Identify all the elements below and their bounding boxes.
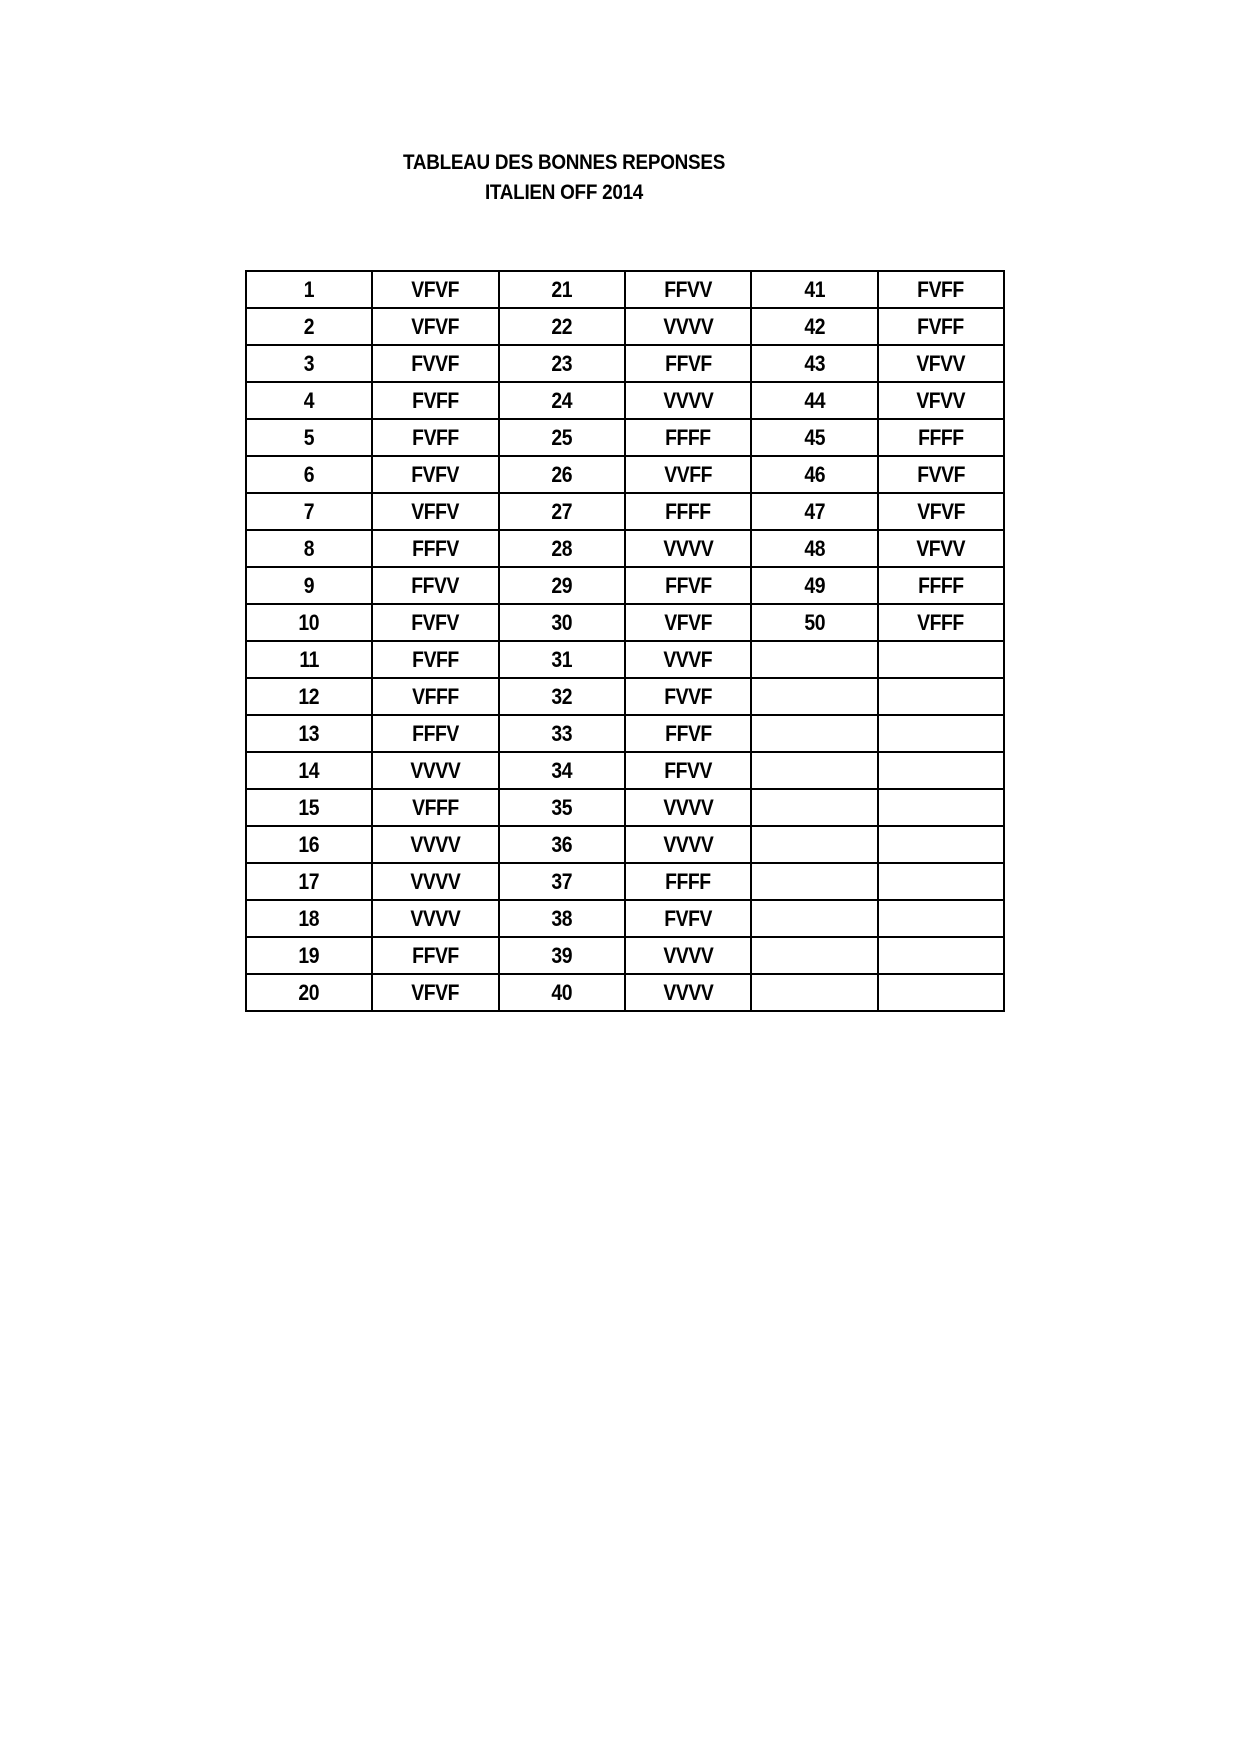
answer-code: FFFV	[412, 535, 459, 561]
answer-cell	[878, 604, 1004, 641]
answer-code: VVVV	[663, 979, 714, 1005]
answers-table-body	[246, 271, 1004, 1011]
question-number-cell	[246, 604, 372, 641]
question-number: 20	[298, 979, 320, 1005]
answer-cell	[878, 530, 1004, 567]
question-number-cell	[751, 826, 877, 863]
answer-code: FVFV	[411, 609, 460, 635]
table-row	[246, 308, 1004, 345]
answer-code: FVFV	[664, 905, 713, 931]
question-number-cell	[751, 715, 877, 752]
question-number: 8	[303, 535, 315, 561]
table-row	[246, 604, 1004, 641]
answer-code: FVFV	[411, 461, 460, 487]
answer-code: FVVF	[411, 350, 460, 376]
answer-code: FFVF	[664, 572, 712, 598]
question-number: 48	[804, 535, 825, 561]
answer-code: FFFF	[918, 572, 964, 598]
question-number-cell	[246, 974, 372, 1011]
answer-code: FFVF	[664, 720, 712, 746]
table-row	[246, 789, 1004, 826]
question-number-cell	[246, 382, 372, 419]
table-row	[246, 493, 1004, 530]
question-number: 50	[804, 609, 825, 635]
question-number-cell	[499, 530, 625, 567]
answer-cell	[625, 863, 751, 900]
question-number-cell	[499, 382, 625, 419]
answer-cell	[878, 752, 1004, 789]
answer-cell	[878, 715, 1004, 752]
question-number-cell	[499, 271, 625, 308]
question-number: 34	[551, 757, 573, 783]
question-number-cell	[499, 678, 625, 715]
answer-cell	[625, 567, 751, 604]
answer-cell	[625, 937, 751, 974]
answer-cell	[878, 271, 1004, 308]
answer-cell	[625, 641, 751, 678]
answer-code: FFFF	[665, 424, 711, 450]
answer-code: FFFV	[412, 720, 459, 746]
question-number-cell	[499, 493, 625, 530]
answer-code: VVVV	[410, 868, 461, 894]
question-number: 40	[551, 979, 573, 1005]
question-number-cell	[499, 419, 625, 456]
question-number-cell	[751, 345, 877, 382]
answer-cell	[878, 937, 1004, 974]
title-line-2: ITALIEN OFF 2014	[484, 181, 644, 204]
title-line-1: TABLEAU DES BONNES REPONSES	[402, 151, 726, 174]
question-number: 16	[298, 831, 320, 857]
question-number-cell	[246, 641, 372, 678]
answer-code: FFVV	[664, 757, 713, 783]
answer-cell	[625, 456, 751, 493]
answer-cell	[625, 752, 751, 789]
question-number-cell	[499, 974, 625, 1011]
table-row	[246, 937, 1004, 974]
answer-code: VVFF	[664, 461, 713, 487]
document-title	[294, 148, 834, 208]
answer-code: VFVF	[411, 313, 460, 339]
answer-code: VFVV	[916, 350, 966, 376]
answer-cell	[878, 900, 1004, 937]
answer-cell	[878, 863, 1004, 900]
answer-code: FVFF	[412, 387, 459, 413]
answer-cell	[372, 419, 498, 456]
question-number: 26	[551, 461, 573, 487]
answer-cell	[878, 641, 1004, 678]
answer-code: VFVF	[411, 276, 460, 302]
question-number: 30	[551, 609, 573, 635]
question-number-cell	[751, 456, 877, 493]
question-number: 3	[303, 350, 315, 376]
answer-code: VVVV	[663, 794, 714, 820]
answer-code: VFVF	[916, 498, 965, 524]
question-number: 6	[303, 461, 315, 487]
question-number-cell	[751, 678, 877, 715]
question-number-cell	[751, 900, 877, 937]
answers-table	[245, 270, 1005, 1012]
question-number-cell	[246, 826, 372, 863]
question-number-cell	[246, 789, 372, 826]
answer-code: FVFF	[917, 276, 965, 302]
answer-code: VVVV	[410, 757, 461, 783]
question-number-cell	[499, 752, 625, 789]
question-number: 17	[298, 868, 320, 894]
answer-cell	[878, 456, 1004, 493]
question-number: 25	[551, 424, 573, 450]
question-number: 37	[551, 868, 573, 894]
question-number: 19	[298, 942, 320, 968]
question-number-cell	[499, 789, 625, 826]
question-number-cell	[751, 382, 877, 419]
question-number-cell	[246, 752, 372, 789]
question-number-cell	[246, 678, 372, 715]
question-number-cell	[499, 715, 625, 752]
answer-cell	[625, 974, 751, 1011]
answer-code: FVFF	[917, 313, 965, 339]
question-number-cell	[751, 271, 877, 308]
question-number-cell	[751, 937, 877, 974]
answer-code: VVVV	[410, 831, 461, 857]
question-number-cell	[246, 308, 372, 345]
question-number: 45	[804, 424, 825, 450]
question-number-cell	[751, 604, 877, 641]
question-number: 49	[804, 572, 825, 598]
question-number: 9	[303, 572, 315, 598]
question-number: 38	[551, 905, 573, 931]
question-number: 13	[298, 720, 320, 746]
answer-cell	[372, 530, 498, 567]
question-number: 33	[551, 720, 573, 746]
answer-code: VVVV	[410, 905, 461, 931]
answer-code: VFVV	[916, 535, 966, 561]
answer-cell	[878, 789, 1004, 826]
answer-cell	[625, 678, 751, 715]
answer-cell	[372, 345, 498, 382]
question-number-cell	[246, 493, 372, 530]
question-number-cell	[499, 826, 625, 863]
question-number: 36	[551, 831, 573, 857]
question-number-cell	[246, 345, 372, 382]
answer-code: FFFF	[665, 868, 711, 894]
answer-cell	[372, 974, 498, 1011]
question-number: 32	[551, 683, 573, 709]
question-number: 11	[299, 646, 319, 672]
question-number-cell	[246, 567, 372, 604]
question-number-cell	[751, 752, 877, 789]
answer-cell	[878, 308, 1004, 345]
question-number-cell	[246, 530, 372, 567]
answer-cell	[372, 715, 498, 752]
question-number: 28	[551, 535, 573, 561]
answer-code: FVVF	[664, 683, 713, 709]
table-row	[246, 530, 1004, 567]
answer-code: VFFV	[411, 498, 460, 524]
answer-cell	[372, 493, 498, 530]
answer-cell	[372, 826, 498, 863]
table-row	[246, 271, 1004, 308]
answer-code: VVVV	[663, 831, 714, 857]
table-row	[246, 826, 1004, 863]
table-row	[246, 974, 1004, 1011]
answer-cell	[372, 752, 498, 789]
table-row	[246, 678, 1004, 715]
answer-cell	[625, 345, 751, 382]
question-number: 7	[303, 498, 315, 524]
question-number-cell	[246, 271, 372, 308]
table-row	[246, 382, 1004, 419]
answer-cell	[878, 493, 1004, 530]
answer-code: FFFF	[918, 424, 964, 450]
question-number: 4	[303, 387, 315, 413]
answer-cell	[878, 678, 1004, 715]
question-number: 46	[804, 461, 825, 487]
question-number-cell	[246, 937, 372, 974]
table-row	[246, 419, 1004, 456]
question-number-cell	[499, 456, 625, 493]
answer-code: VVVV	[663, 535, 714, 561]
answer-cell	[372, 789, 498, 826]
answer-cell	[372, 567, 498, 604]
question-number-cell	[499, 900, 625, 937]
question-number: 42	[804, 313, 825, 339]
question-number-cell	[751, 789, 877, 826]
question-number: 22	[551, 313, 573, 339]
question-number: 31	[551, 646, 573, 672]
table-row	[246, 456, 1004, 493]
question-number: 24	[551, 387, 573, 413]
question-number-cell	[499, 345, 625, 382]
answer-cell	[625, 271, 751, 308]
table-row	[246, 567, 1004, 604]
question-number: 5	[303, 424, 315, 450]
question-number: 29	[551, 572, 573, 598]
answer-cell	[372, 456, 498, 493]
question-number: 15	[298, 794, 320, 820]
question-number-cell	[246, 419, 372, 456]
answer-code: VFFF	[412, 794, 459, 820]
table-row	[246, 863, 1004, 900]
question-number: 18	[298, 905, 320, 931]
question-number-cell	[499, 567, 625, 604]
table-row	[246, 641, 1004, 678]
question-number-cell	[499, 937, 625, 974]
answer-cell	[372, 641, 498, 678]
question-number: 27	[551, 498, 573, 524]
question-number-cell	[246, 900, 372, 937]
question-number-cell	[751, 530, 877, 567]
question-number-cell	[751, 493, 877, 530]
answer-code: VVVV	[663, 313, 714, 339]
question-number-cell	[751, 567, 877, 604]
answer-cell	[372, 937, 498, 974]
answer-code: VVVF	[663, 646, 713, 672]
question-number-cell	[751, 308, 877, 345]
answer-cell	[625, 604, 751, 641]
question-number: 1	[303, 276, 315, 302]
question-number: 47	[804, 498, 825, 524]
answer-cell	[372, 863, 498, 900]
answer-code: FFVV	[664, 276, 713, 302]
question-number: 14	[298, 757, 320, 783]
answer-code: FVVF	[916, 461, 965, 487]
answer-cell	[625, 826, 751, 863]
question-number: 21	[551, 276, 573, 302]
question-number-cell	[751, 641, 877, 678]
table-row	[246, 900, 1004, 937]
answer-cell	[625, 530, 751, 567]
question-number-cell	[246, 456, 372, 493]
answer-cell	[372, 271, 498, 308]
answer-code: VVVV	[663, 942, 714, 968]
question-number-cell	[751, 863, 877, 900]
table-row	[246, 752, 1004, 789]
question-number-cell	[499, 308, 625, 345]
answer-code: FVFF	[412, 646, 459, 672]
answer-code: FFVV	[411, 572, 460, 598]
answer-cell	[878, 345, 1004, 382]
answer-code: FFVF	[412, 942, 459, 968]
answer-cell	[625, 900, 751, 937]
table-row	[246, 715, 1004, 752]
answer-cell	[625, 493, 751, 530]
answer-cell	[878, 974, 1004, 1011]
answer-cell	[625, 382, 751, 419]
question-number-cell	[751, 419, 877, 456]
answer-cell	[625, 715, 751, 752]
answer-code: VFVV	[916, 387, 966, 413]
answer-cell	[625, 789, 751, 826]
answer-code: VFFF	[917, 609, 965, 635]
answer-cell	[372, 382, 498, 419]
question-number: 43	[804, 350, 825, 376]
question-number: 35	[551, 794, 573, 820]
question-number: 2	[303, 313, 315, 339]
answer-code: VVVV	[663, 387, 714, 413]
answer-cell	[878, 382, 1004, 419]
question-number: 12	[298, 683, 320, 709]
answer-code: VFVF	[664, 609, 713, 635]
question-number-cell	[246, 863, 372, 900]
answer-code: FFFF	[665, 498, 711, 524]
question-number-cell	[499, 604, 625, 641]
question-number-cell	[751, 974, 877, 1011]
question-number: 10	[298, 609, 320, 635]
answer-cell	[625, 308, 751, 345]
answer-cell	[625, 419, 751, 456]
answer-code: FFVF	[664, 350, 712, 376]
answer-cell	[372, 604, 498, 641]
answer-cell	[878, 419, 1004, 456]
answer-code: VFVF	[411, 979, 460, 1005]
answer-code: FVFF	[412, 424, 459, 450]
question-number-cell	[246, 715, 372, 752]
answer-cell	[372, 678, 498, 715]
answer-cell	[878, 567, 1004, 604]
question-number: 41	[804, 276, 825, 302]
answer-cell	[372, 900, 498, 937]
table-row	[246, 345, 1004, 382]
question-number-cell	[499, 863, 625, 900]
answer-cell	[878, 826, 1004, 863]
answer-cell	[372, 308, 498, 345]
question-number: 23	[551, 350, 573, 376]
question-number: 39	[551, 942, 573, 968]
answer-code: VFFF	[412, 683, 459, 709]
question-number-cell	[499, 641, 625, 678]
question-number: 44	[804, 387, 825, 413]
